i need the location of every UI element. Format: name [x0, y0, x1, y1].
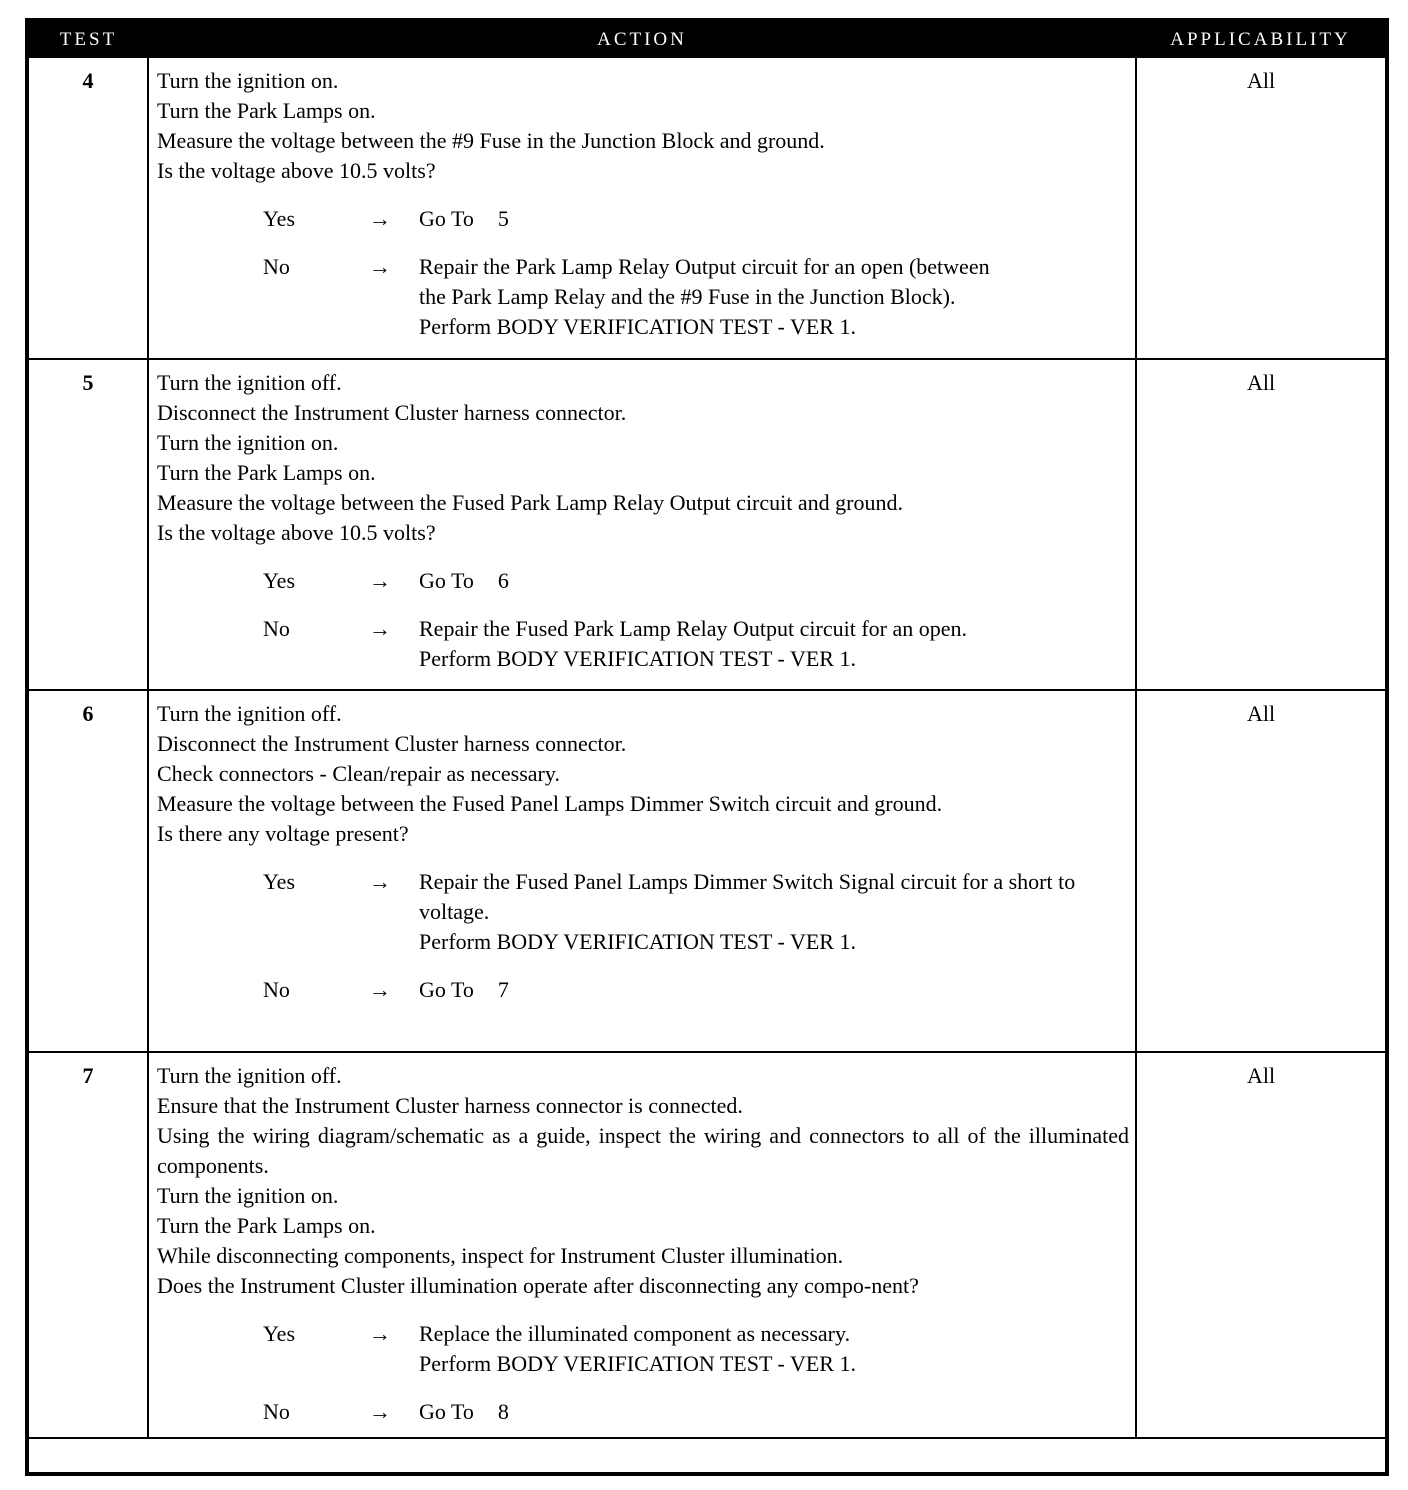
step-text: While disconnecting components, inspect for Instrument Cluster illumination.	[157, 1243, 844, 1268]
goto-label: Go To	[419, 1399, 474, 1424]
step-text: Ensure that the Instrument Cluster harness connector is connected.	[157, 1093, 743, 1118]
table-row	[29, 359, 1385, 690]
yes-label: Yes	[263, 206, 296, 231]
result-text: Replace the illuminated component as necessary.	[419, 1321, 851, 1346]
step-text: Turn the Park Lamps on.	[157, 98, 376, 123]
action-cell	[148, 1052, 1136, 1438]
yes-label: Yes	[263, 1321, 296, 1346]
table-row	[29, 690, 1385, 1052]
yes-branch	[157, 204, 1129, 234]
test-number: 5	[29, 359, 148, 690]
no-label: No	[263, 977, 290, 1002]
action-cell	[148, 58, 1136, 359]
step-text: Is there any voltage present?	[157, 821, 409, 846]
result-text: the Park Lamp Relay and the #9 Fuse in the Junction Block).	[419, 284, 956, 309]
applicability-cell: All	[1136, 359, 1385, 690]
step-text: Turn the ignition off.	[157, 701, 342, 726]
header-applicability: APPLICABILITY	[1136, 22, 1385, 58]
arrow-right-icon: →	[369, 977, 391, 1002]
no-branch	[157, 1397, 1129, 1427]
arrow-right-icon: →	[369, 1399, 391, 1424]
result-text: Perform BODY VERIFICATION TEST - VER 1.	[419, 314, 856, 339]
step-text: Using the wiring diagram/schematic as a guide, inspect the wiring and connectors to all of the illuminated components.	[157, 1123, 1129, 1178]
action-cell	[148, 690, 1136, 1052]
arrow-right-icon: →	[369, 869, 391, 894]
step-text: Is the voltage above 10.5 volts?	[157, 520, 436, 545]
arrow-right-icon: →	[369, 568, 391, 593]
result-text: Repair the Park Lamp Relay Output circuit for an open (between	[419, 254, 990, 279]
yes-label: Yes	[263, 869, 296, 894]
arrow-right-icon: →	[369, 616, 391, 641]
goto-label: Go To	[419, 977, 474, 1002]
table-row	[29, 58, 1385, 359]
result-text: Perform BODY VERIFICATION TEST - VER 1.	[419, 1351, 856, 1376]
action-cell	[148, 359, 1136, 690]
applicability-cell: All	[1136, 58, 1385, 359]
goto-target: 8	[497, 1399, 509, 1424]
step-text: Measure the voltage between the Fused Panel Lamps Dimmer Switch circuit and ground.	[157, 791, 943, 816]
arrow-right-icon: →	[369, 1321, 391, 1346]
arrow-right-icon: →	[369, 254, 391, 279]
yes-label: Yes	[263, 568, 296, 593]
result-text: Repair the Fused Park Lamp Relay Output circuit for an open.	[419, 616, 968, 641]
arrow-right-icon: →	[369, 206, 391, 231]
step-text: Disconnect the Instrument Cluster harness connector.	[157, 731, 627, 756]
diagnostic-test-sheet	[25, 18, 1389, 1476]
diagnostic-table	[29, 22, 1385, 1439]
result-text: Perform BODY VERIFICATION TEST - VER 1.	[419, 646, 856, 671]
no-branch	[157, 252, 1129, 342]
step-text: Turn the ignition on.	[157, 68, 339, 93]
goto-label: Go To	[419, 206, 474, 231]
no-label: No	[263, 616, 290, 641]
step-text: Turn the ignition off.	[157, 370, 342, 395]
step-text: Turn the ignition off.	[157, 1063, 342, 1088]
step-text: Disconnect the Instrument Cluster harness connector.	[157, 400, 627, 425]
applicability-cell: All	[1136, 1052, 1385, 1438]
header-action: ACTION	[148, 22, 1136, 58]
no-branch	[157, 614, 1129, 674]
result-text: Repair the Fused Panel Lamps Dimmer Switch Signal circuit for a short to voltage.	[419, 869, 1076, 924]
step-text: Does the Instrument Cluster illumination operate after disconnecting any compo-nent?	[157, 1273, 919, 1298]
table-header-row	[29, 22, 1385, 58]
step-text: Measure the voltage between the Fused Park Lamp Relay Output circuit and ground.	[157, 490, 903, 515]
goto-target: 5	[497, 206, 509, 231]
no-label: No	[263, 1399, 290, 1424]
yes-branch	[157, 566, 1129, 596]
step-text: Turn the ignition on.	[157, 1183, 339, 1208]
applicability-cell: All	[1136, 690, 1385, 1052]
no-label: No	[263, 254, 290, 279]
no-branch	[157, 975, 1129, 1005]
test-number: 7	[29, 1052, 148, 1438]
yes-branch	[157, 867, 1129, 957]
goto-target: 6	[497, 568, 509, 593]
step-text: Turn the Park Lamps on.	[157, 460, 376, 485]
yes-branch	[157, 1319, 1129, 1379]
step-text: Turn the ignition on.	[157, 430, 339, 455]
goto-label: Go To	[419, 568, 474, 593]
goto-target: 7	[497, 977, 509, 1002]
test-number: 4	[29, 58, 148, 359]
result-text: Perform BODY VERIFICATION TEST - VER 1.	[419, 929, 856, 954]
test-number: 6	[29, 690, 148, 1052]
step-text: Measure the voltage between the #9 Fuse in the Junction Block and ground.	[157, 128, 825, 153]
step-text: Turn the Park Lamps on.	[157, 1213, 376, 1238]
header-test: TEST	[29, 22, 148, 58]
step-text: Check connectors - Clean/repair as necessary.	[157, 761, 560, 786]
step-text: Is the voltage above 10.5 volts?	[157, 158, 436, 183]
table-row	[29, 1052, 1385, 1438]
